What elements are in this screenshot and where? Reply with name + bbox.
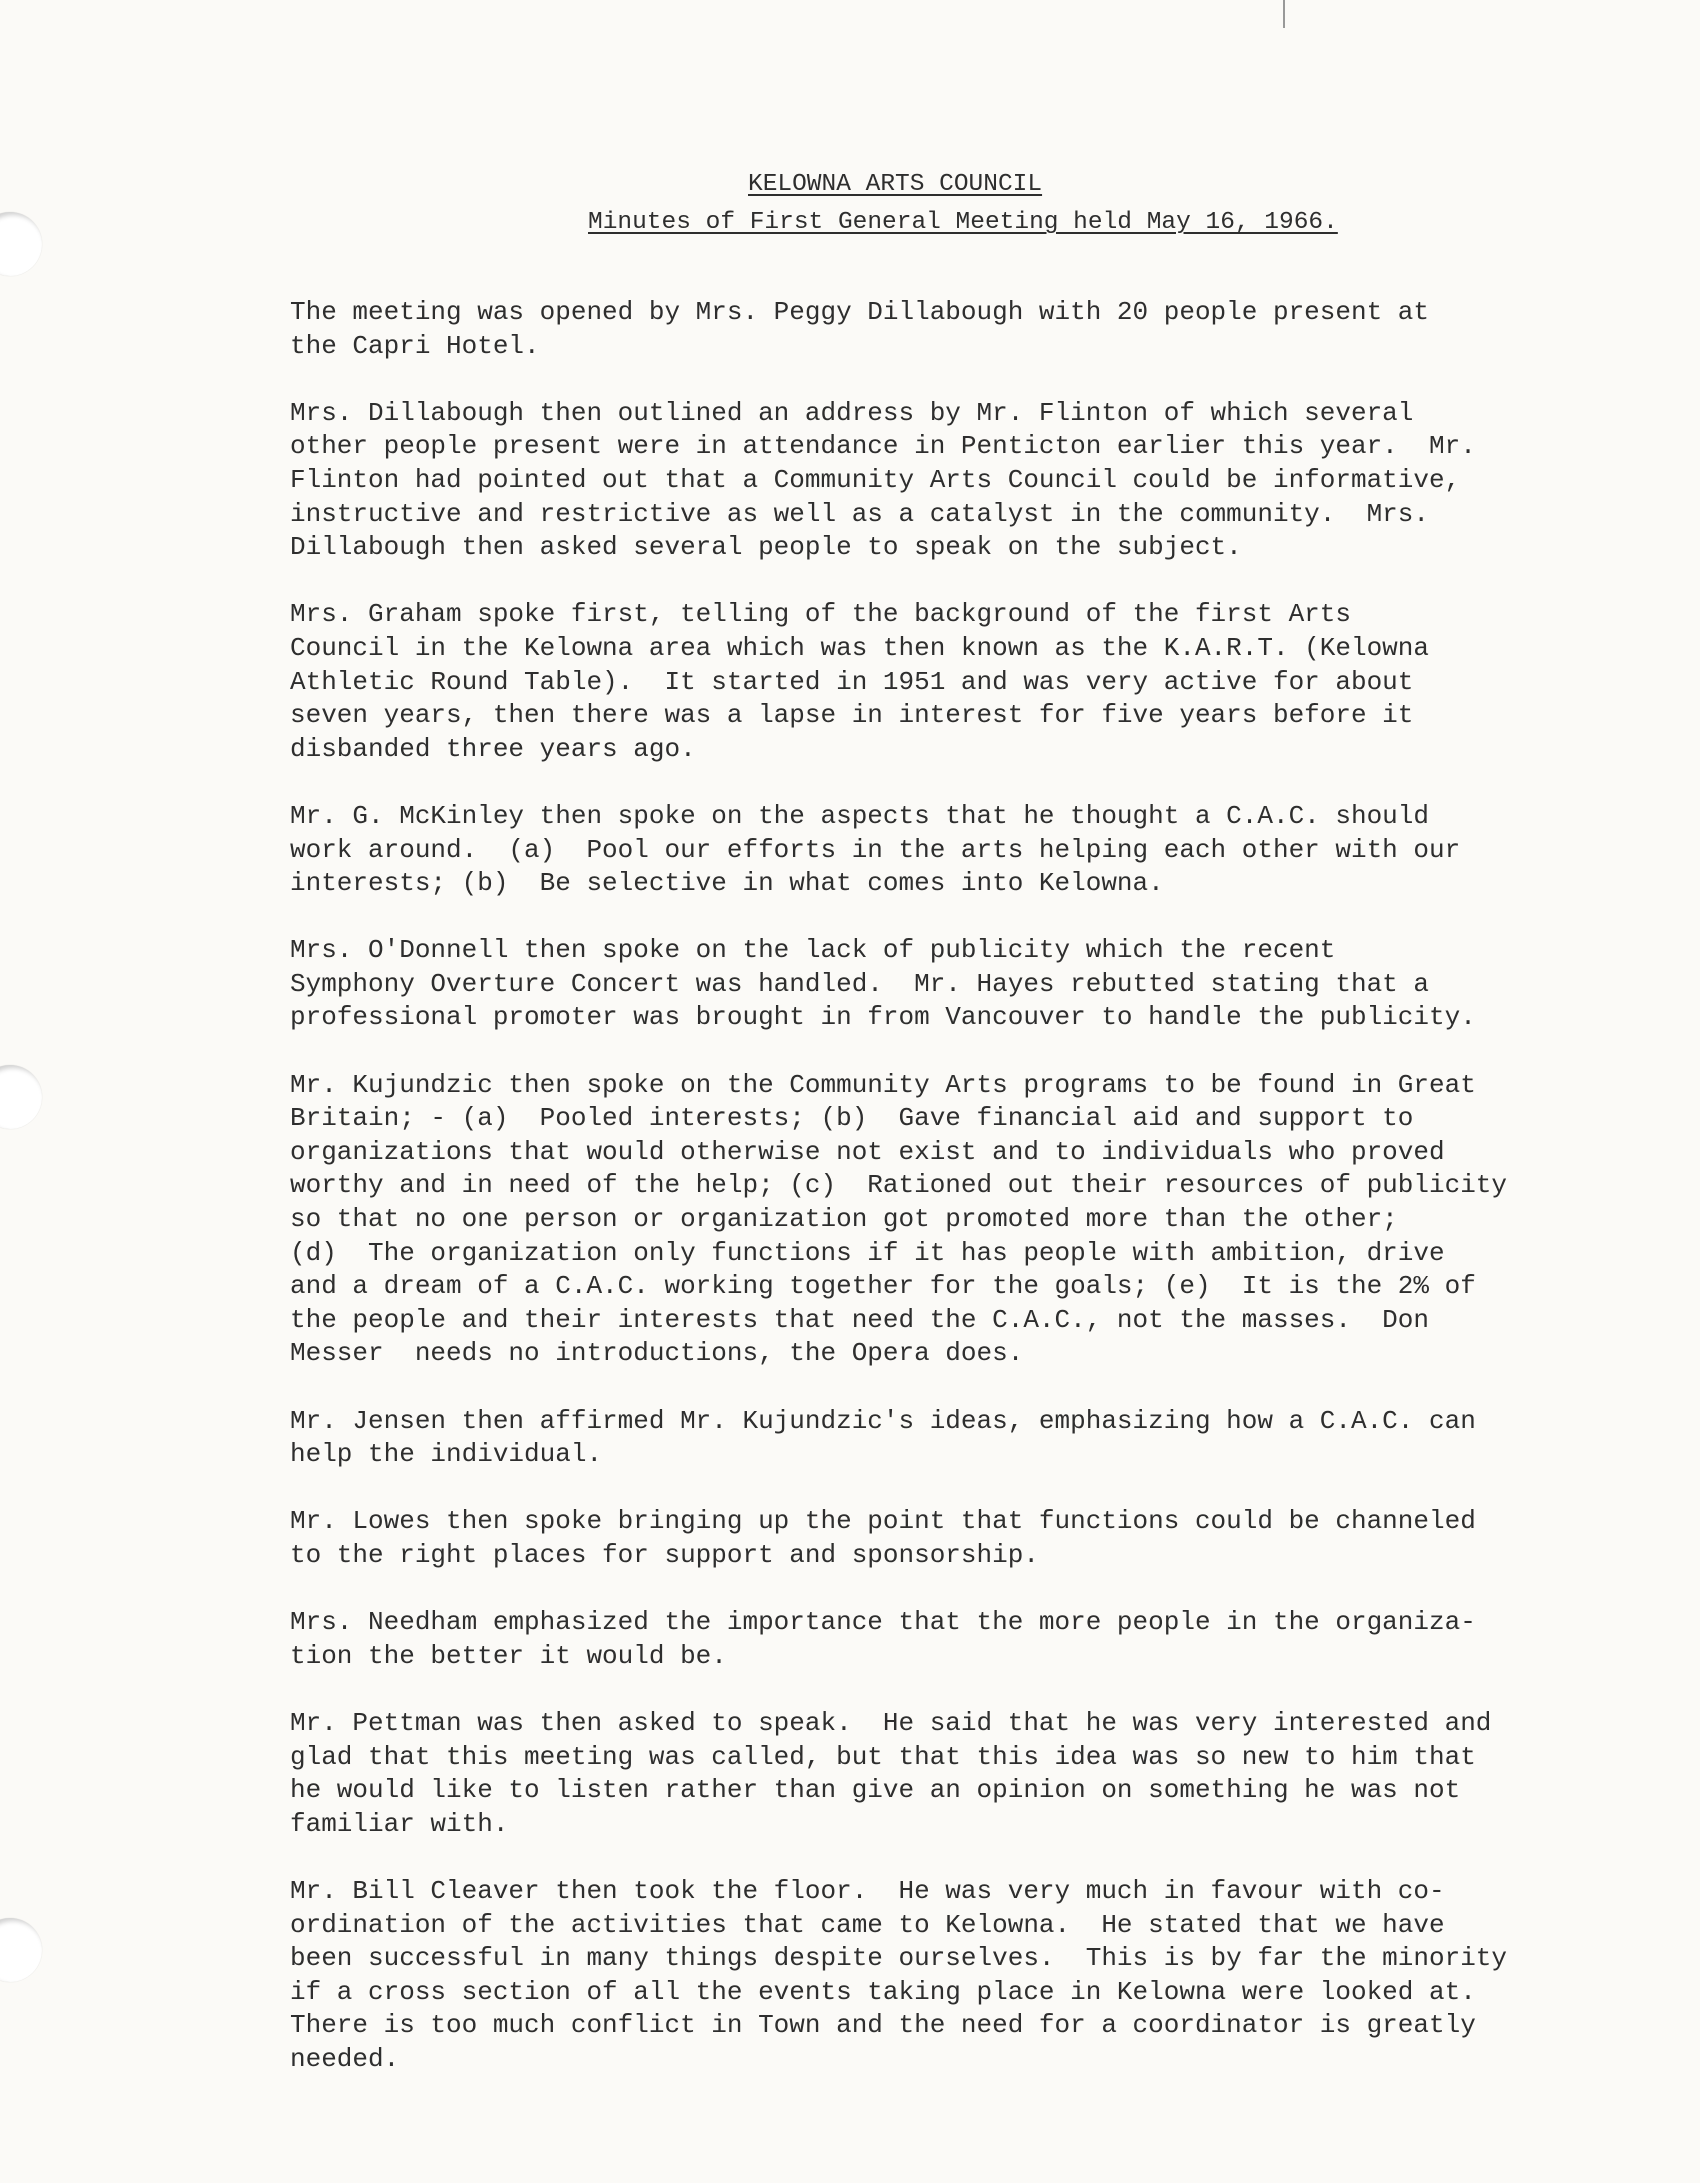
text-line: the Capri Hotel. bbox=[290, 330, 540, 361]
text-line: so that no one person or organization got promoted more than the other; bbox=[290, 1204, 1398, 1235]
document-header bbox=[588, 166, 1488, 242]
text-line: work around. (a) Pool our efforts in the arts helping each other with our bbox=[290, 834, 1461, 865]
text-line: Symphony Overture Concert was handled. Mr. Hayes rebutted stating that a bbox=[290, 968, 1429, 999]
text-line: Mr. Bill Cleaver then took the floor. He was very much in favour with co- bbox=[290, 1875, 1445, 1906]
text-line: Mrs. Needham emphasized the importance that the more people in the organiza- bbox=[290, 1607, 1476, 1638]
text-line: Mrs. Graham spoke first, telling of the background of the first Arts bbox=[290, 599, 1351, 630]
text-line: instructive and restrictive as well as a catalyst in the community. Mrs. bbox=[290, 498, 1429, 529]
text-line: if a cross section of all the events taking place in Kelowna were looked at. bbox=[290, 1976, 1476, 2007]
text-line: glad that this meeting was called, but that this idea was so new to him that bbox=[290, 1741, 1476, 1772]
text-line: Mr. Kujundzic then spoke on the Community Arts programs to be found in Great bbox=[290, 1069, 1476, 1100]
minutes-paragraph bbox=[290, 1405, 1610, 1472]
minutes-paragraph bbox=[290, 397, 1610, 565]
text-line: Mr. Lowes then spoke bringing up the point that functions could be channeled bbox=[290, 1506, 1476, 1537]
text-line: been successful in many things despite ourselves. This is by far the minority bbox=[290, 1943, 1507, 1974]
text-line: The meeting was opened by Mrs. Peggy Dillabough with 20 people present at bbox=[290, 297, 1429, 327]
text-line: Mr. G. McKinley then spoke on the aspects that he thought a C.A.C. should bbox=[290, 800, 1429, 831]
text-line: he would like to listen rather than give an opinion on something he was not bbox=[290, 1775, 1461, 1806]
text-line: Flinton had pointed out that a Community Arts Council could be informative, bbox=[290, 464, 1461, 495]
text-line: disbanded three years ago. bbox=[290, 733, 696, 764]
text-line: Mrs. O'Donnell then spoke on the lack of publicity which the recent bbox=[290, 935, 1336, 966]
text-line: organizations that would otherwise not exist and to individuals who proved bbox=[290, 1136, 1445, 1167]
minutes-body bbox=[290, 296, 1610, 2110]
text-line: the people and their interests that need the C.A.C., not the masses. Don bbox=[290, 1304, 1429, 1335]
text-line: to the right places for support and sponsorship. bbox=[290, 1539, 1039, 1570]
text-line: other people present were in attendance in Penticton earlier this year. Mr. bbox=[290, 431, 1476, 462]
minutes-paragraph bbox=[290, 598, 1610, 766]
minutes-paragraph bbox=[290, 800, 1610, 901]
text-line: Mrs. Dillabough then outlined an address by Mr. Flinton of which several bbox=[290, 397, 1414, 428]
meeting-subtitle: Minutes of First General Meeting held May 16, 1966. bbox=[588, 209, 1338, 236]
text-line: Dillabough then asked several people to speak on the subject. bbox=[290, 532, 1242, 563]
text-line: Britain; - (a) Pooled interests; (b) Gave financial aid and support to bbox=[290, 1103, 1414, 1134]
text-line: There is too much conflict in Town and the need for a coordinator is greatly bbox=[290, 2010, 1476, 2041]
text-line: and a dream of a C.A.C. working together for the goals; (e) It is the 2% of bbox=[290, 1271, 1476, 1302]
text-line: worthy and in need of the help; (c) Rationed out their resources of publicity bbox=[290, 1170, 1507, 1201]
pen-mark bbox=[1283, 0, 1285, 28]
org-title: KELOWNA ARTS COUNCIL bbox=[748, 171, 1043, 198]
minutes-paragraph bbox=[290, 934, 1610, 1035]
text-line: help the individual. bbox=[290, 1439, 603, 1470]
minutes-paragraph bbox=[290, 1875, 1610, 2077]
minutes-paragraph bbox=[290, 1606, 1610, 1673]
text-line: Mr. Pettman was then asked to speak. He said that he was very interested and bbox=[290, 1707, 1492, 1738]
text-line: (d) The organization only functions if it has people with ambition, drive bbox=[290, 1237, 1445, 1268]
text-line: interests; (b) Be selective in what comes into Kelowna. bbox=[290, 868, 1164, 899]
text-line: seven years, then there was a lapse in interest for five years before it bbox=[290, 700, 1414, 731]
minutes-paragraph bbox=[290, 1069, 1610, 1371]
text-line: needed. bbox=[290, 2043, 400, 2074]
punch-hole bbox=[0, 1065, 42, 1129]
text-line: tion the better it would be. bbox=[290, 1640, 727, 1671]
minutes-paragraph bbox=[290, 296, 1610, 363]
minutes-paragraph bbox=[290, 1707, 1610, 1841]
punch-hole bbox=[0, 1918, 42, 1982]
minutes-paragraph bbox=[290, 1505, 1610, 1572]
text-line: Council in the Kelowna area which was then known as the K.A.R.T. (Kelowna bbox=[290, 632, 1429, 663]
text-line: professional promoter was brought in from Vancouver to handle the publicity. bbox=[290, 1002, 1476, 1033]
text-line: ordination of the activities that came to Kelowna. He stated that we have bbox=[290, 1909, 1445, 1940]
text-line: familiar with. bbox=[290, 1808, 509, 1839]
text-line: Messer needs no introductions, the Opera does. bbox=[290, 1338, 1024, 1369]
text-line: Athletic Round Table). It started in 1951 and was very active for about bbox=[290, 666, 1414, 697]
punch-hole bbox=[0, 212, 42, 276]
text-line: Mr. Jensen then affirmed Mr. Kujundzic's ideas, emphasizing how a C.A.C. can bbox=[290, 1405, 1476, 1436]
